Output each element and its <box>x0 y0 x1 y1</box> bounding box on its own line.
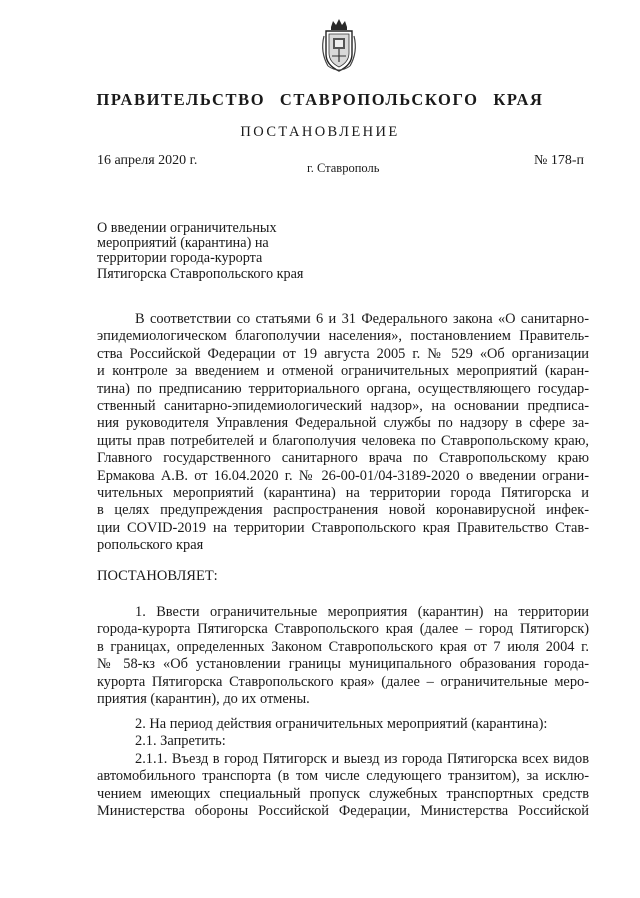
document-city: г. Ставрополь <box>307 161 380 175</box>
point-1-line: 1. Ввести ограничительные мероприятия (карантин) на территории <box>135 604 589 620</box>
point-2-paragraph <box>97 716 589 820</box>
point-1-line: города-курорта Пятигорска Ставропольского края (далее – город Пятигорск) <box>97 621 589 638</box>
subject-line: Пятигорска Ставропольского края <box>97 265 304 282</box>
preamble-line: ственный санитарно-эпидемиологический надзор», на основании предписа- <box>97 398 589 415</box>
preamble-line: и контроле за введением и отменой ограничительных мероприятий (каран- <box>97 363 589 380</box>
coat-of-arms-icon <box>318 18 360 74</box>
preamble-line: ропольского края <box>97 537 204 554</box>
government-title: ПРАВИТЕЛЬСТВО СТАВРОПОЛЬСКОГО КРАЯ <box>96 90 544 109</box>
point-2-line: 2. На период действия ограничительных мероприятий (карантина): <box>135 716 548 732</box>
preamble-line: ции COVID-2019 на территории Ставропольского края Правительство Став- <box>97 519 589 536</box>
point-1-line: № 58-кз «Об установлении границы муниципального образования города- <box>97 656 589 673</box>
point-1-paragraph <box>97 604 589 708</box>
document-number: № 178-п <box>533 153 584 168</box>
point-2-line: автомобильного транспорта (в том числе следующего транзитом), за исклю- <box>97 768 589 785</box>
preamble-line: эпидемиологическом благополучии населения», постановлением Правитель- <box>97 328 589 345</box>
subject-line: мероприятий (карантина) на <box>97 235 269 252</box>
point-1-line: в границах, определенных Законом Ставропольского края от 7 июля 2004 г. <box>97 638 589 655</box>
subject-line: территории города-курорта <box>97 250 263 267</box>
point-2-line: чением имеющих специальный пропуск служебных транспортных средств <box>97 785 589 802</box>
document-type: ПОСТАНОВЛЕНИЕ <box>240 124 400 140</box>
preamble-line: ния руководителя Управления Федеральной службы по надзору в сфере за- <box>97 415 589 432</box>
preamble-paragraph <box>97 311 589 555</box>
document-subject <box>97 221 357 282</box>
preamble-line: Ермакова А.В. от 16.04.2020 г. № 26-00-01/04-3189-2020 о введении ограни- <box>97 467 589 484</box>
point-1-line: курорта Пятигорска Ставропольского края» (далее – ограничительные меро- <box>97 673 589 690</box>
preamble-line: тина) по предписанию территориального органа, осуществляющего государ- <box>97 380 589 397</box>
preamble-line: Главного государственного санитарного врача по Ставропольскому краю <box>97 450 589 467</box>
point-2-line: 2.1. Запретить: <box>135 733 226 750</box>
preamble-line: В соответствии со статьями 6 и 31 Федерального закона «О санитарно- <box>135 311 589 327</box>
preamble-line: чительных мероприятий (карантина) на территории города Пятигорска и <box>97 485 589 502</box>
document-date: 16 апреля 2020 г. <box>97 153 198 168</box>
point-2-line: Министерства обороны Российской Федерации, Министерства Российской <box>97 803 589 820</box>
preamble-line: в целях предупреждения распространения новой коронавирусной инфек- <box>97 502 589 519</box>
preamble-line: щиты прав потребителей и благополучия человека по Ставропольскому краю, <box>97 432 589 449</box>
point-2-line: 2.1.1. Въезд в город Пятигорск и выезд из города Пятигорска всех видов <box>135 750 589 767</box>
resolves-heading: ПОСТАНОВЛЯЕТ: <box>97 568 218 584</box>
preamble-line: ства Российской Федерации от 19 августа 2005 г. № 529 «Об организации <box>97 345 589 362</box>
subject-line: О введении ограничительных <box>97 220 277 236</box>
point-1-line: приятия (карантин), до их отмены. <box>97 691 310 708</box>
